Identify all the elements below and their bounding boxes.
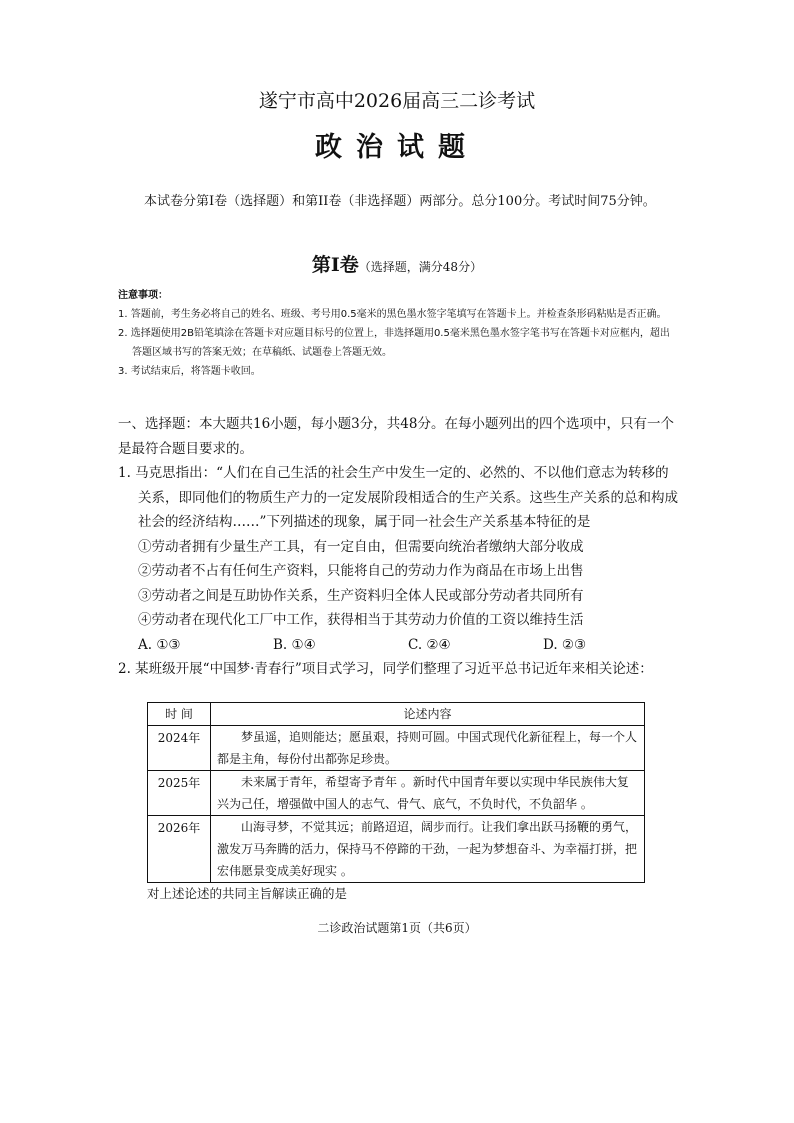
note-item: 3. 考试结束后，将答题卡收回。 bbox=[118, 366, 261, 377]
note-item: 1. 答题前，考生务必将自己的姓名、班级、考号用0.5毫米的黑色墨水签字笔填写在答题卡上。并检查条形码粘贴是否正确。 bbox=[118, 309, 667, 320]
questions bbox=[118, 412, 678, 682]
q2-stem: 2. 某班级开展“中国梦·青春行”项目式学习，同学们整理了习近平总书记近年来相关论述： bbox=[118, 661, 653, 677]
table-row bbox=[148, 771, 645, 816]
content-cell: 山海寻梦，不觉其远；前路迢迢，阔步而行。让我们拿出跃马扬鞭的勇气，激发万马奔腾的活力，保持马不停蹄的干劲，一起为梦想奋斗、为幸福打拼，把宏伟愿景变成美好现实 。 bbox=[211, 816, 645, 883]
table-header bbox=[148, 703, 645, 726]
option-d: D. ②③ bbox=[543, 636, 587, 653]
page-footer: 二诊政治试题第1页（共6页） bbox=[317, 921, 477, 935]
table-row bbox=[148, 816, 645, 883]
exam-title: 遂宁市高中2026届高三二诊考试 bbox=[258, 90, 536, 112]
q1-item: ④劳动者在现代化工厂中工作，获得相当于其劳动力价值的工资以维持生活 bbox=[138, 612, 584, 628]
q2-question: 对上述论述的共同主旨解读正确的是 bbox=[147, 886, 348, 901]
header-time: 时 间 bbox=[148, 703, 211, 726]
year-cell: 2024年 bbox=[148, 726, 211, 771]
notes-heading: 注意事项： bbox=[118, 290, 168, 301]
volume-heading bbox=[0, 252, 794, 280]
subject-title: 政治试题 bbox=[315, 132, 479, 163]
option-b: B. ①④ bbox=[273, 636, 316, 653]
year-cell: 2026年 bbox=[148, 816, 211, 883]
intro-text: 本试卷分第Ⅰ卷（选择题）和第II卷（非选择题）两部分。总分100分。考试时间75分钟。 bbox=[144, 194, 656, 209]
volume-label: 第Ⅰ卷 bbox=[311, 254, 359, 276]
content-cell: 梦虽遥，追则能达；愿虽艰，持则可圆。中国式现代化新征程上，每一个人都是主角，每份付出都弥足珍贵。 bbox=[211, 726, 645, 771]
volume-note: （选择题，满分48分） bbox=[358, 260, 483, 274]
year-cell: 2025年 bbox=[148, 771, 211, 816]
q1-item: ①劳动者拥有少量生产工具，有一定自由，但需要向统治者缴纳大部分收成 bbox=[138, 538, 584, 555]
content-cell: 未来属于青年，希望寄予青年 。新时代中国青年要以实现中华民族伟大复兴为己任，增强做中国人的志气、骨气、底气，不负时代，不负韶华 。 bbox=[211, 771, 645, 816]
section-heading: 一、选择题：本大题共16小题，每小题3分，共48分。在每小题列出的四个选项中，只有一个是最符合题目要求的。 bbox=[118, 416, 674, 457]
table-block bbox=[147, 702, 645, 903]
q1-options bbox=[118, 633, 678, 658]
quotes-table bbox=[147, 702, 645, 883]
note-item: 2. 选择题使用2B铅笔填涂在答题卡对应题目标号的位置上，非选择题用0.5毫米黑色墨水签字笔书写在答题卡对应框内，超出答题区域书写的答案无效；在草稿纸、试题卷上答题无效。 bbox=[118, 328, 670, 358]
q1-item: ②劳动者不占有任何生产资料，只能将自己的劳动力作为商品在市场上出售 bbox=[138, 563, 584, 579]
notes bbox=[118, 286, 678, 381]
header-content: 论述内容 bbox=[211, 703, 645, 726]
option-c: C. ②④ bbox=[408, 636, 451, 653]
q1-stem: 1. 马克思指出：“人们在自己生活的社会生产中发生一定的、必然的、不以他们意志为转移的关系，即同他们的物质生产力的一定发展阶段相适合的生产关系。这些生产关系的总和构成社会的经济结构……”下列描述的现象，属于同一社会生产关系基本特征的是 bbox=[118, 465, 678, 530]
table-row bbox=[148, 726, 645, 771]
option-a: A. ①③ bbox=[138, 636, 181, 653]
q1-item: ③劳动者之间是互助协作关系，生产资料归全体人民或部分劳动者共同所有 bbox=[138, 587, 584, 604]
